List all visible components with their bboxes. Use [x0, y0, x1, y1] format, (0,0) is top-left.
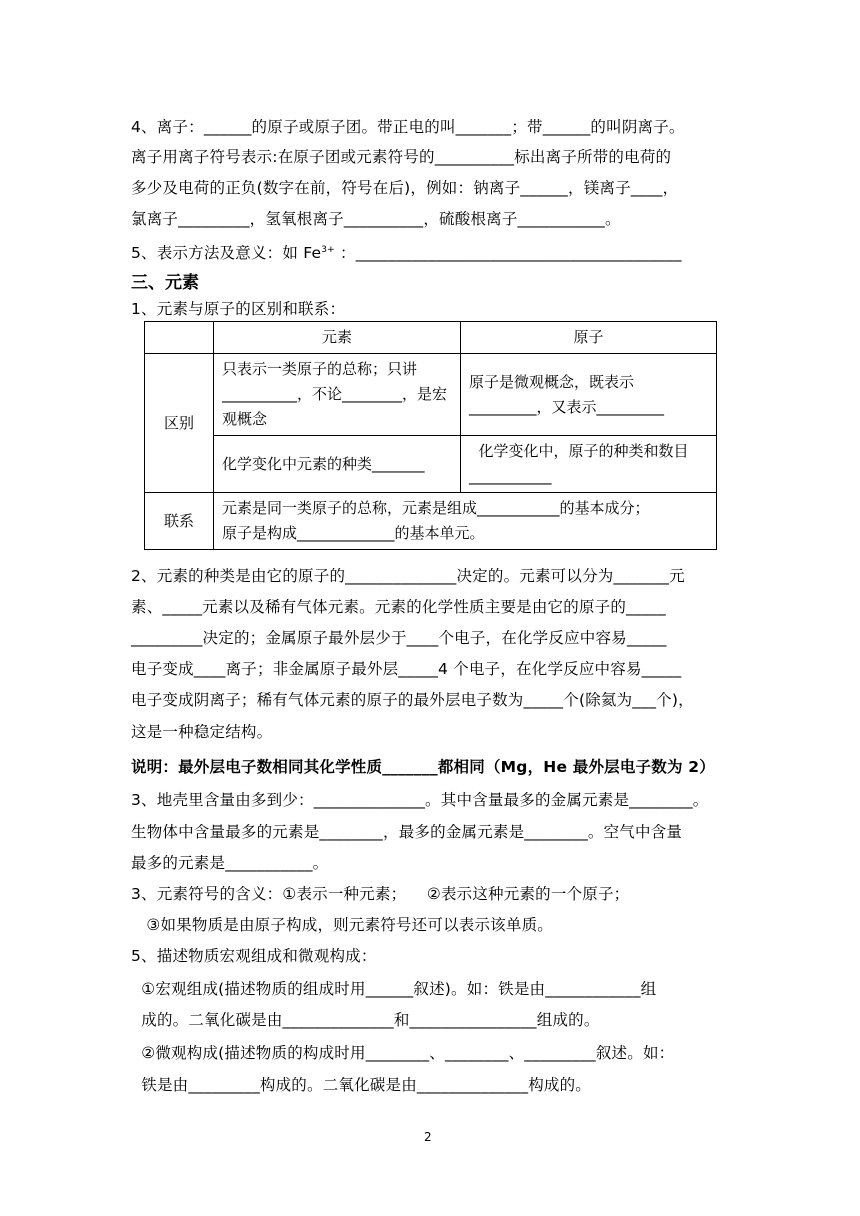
rep-prefix: 5、表示方法及意义：如 Fe: [131, 244, 322, 262]
row-label-difference: 区别: [145, 354, 214, 493]
para4-line-1: 3、元素符号的含义：①表示一种元素； ②表示这种元素的一个原子；: [131, 885, 630, 903]
comparison-table: [144, 321, 717, 550]
ion-line-4: 氯离子_________，氢氧根离子__________，硫酸根离子___________。: [131, 210, 621, 228]
cell-atom-difference-2: 化学变化中，原子的种类和数目___________: [461, 436, 717, 493]
cell-atom-difference-1: 原子是微观概念，既表示_________，又表示_________: [461, 354, 717, 436]
ion-line-3: 多少及电荷的正负(数字在前，符号在后)，例如：钠离子______，镁离子____，: [131, 179, 679, 197]
rep-suffix: ：_________________________________________: [334, 244, 682, 262]
para2-line-5: 电子变成阴离子；稀有气体元素的原子的最外层电子数为_____个(除氦为___个)，: [131, 691, 694, 709]
para5-line-3: 成的。二氧化碳是由______________和________________组成的。: [131, 1011, 600, 1029]
table-row-difference-2: [145, 436, 717, 493]
table-row-difference-1: [145, 354, 717, 436]
header-element: 元素: [214, 322, 461, 354]
header-atom: 原子: [461, 322, 717, 354]
ion-line-1: 4、离子：______的原子或原子团。带正电的叫_______；带______的叫阴离子。: [131, 118, 685, 136]
cell-element-difference-1: 只表示一类原子的总称；只讲__________，不论________，是宏观概念: [214, 354, 461, 436]
representation-line: [131, 240, 731, 263]
table-header-row: [145, 322, 717, 354]
para2-line-3: _________决定的；金属原子最外层少于____个电子，在化学反应中容易_____: [131, 629, 667, 647]
para2-line-4: 电子变成____离子；非金属原子最外层_____4 个电子，在化学反应中容易_____: [131, 660, 682, 678]
section-heading: 三、元素: [131, 273, 199, 293]
para3-line-1: 3、地壳里含量由多到少：______________。其中含量最多的金属元素是________。: [131, 791, 709, 809]
para5-line-4: ②微观构成(描述物质的构成时用________、________、_________叙述。如：: [131, 1044, 675, 1062]
note-line: 说明：最外层电子数相同其化学性质_______都相同（Mg，He 最外层电子数为 2）: [131, 758, 715, 776]
para4-line-2: ③如果物质是由原子构成，则元素符号还可以表示该单质。: [131, 916, 553, 934]
para2-line-6: 这是一种稳定结构。: [131, 723, 273, 741]
para2-line-2: 素、_____元素以及稀有气体元素。元素的化学性质主要是由它的原子的_____: [131, 598, 666, 616]
rep-superscript: 3+: [321, 245, 335, 255]
link-line-1: 元素是同一类原子的总称，元素是组成___________的基本成分；: [222, 499, 650, 517]
page-number: 2: [424, 1130, 432, 1144]
link-line-2: 原子是构成_____________的基本单元。: [222, 524, 485, 542]
para5-line-2: ①宏观组成(描述物质的组成时用______叙述)。如：铁是由____________组: [131, 980, 657, 998]
para5-line-1: 5、描述物质宏观组成和微观构成：: [131, 947, 377, 965]
table-row-link: [145, 493, 717, 550]
row-label-link: 联系: [145, 493, 214, 550]
ion-line-2: 离子用离子符号表示:在原子团或元素符号的__________标出离子所带的电荷的: [131, 148, 672, 166]
table-intro: 1、元素与原子的区别和联系：: [131, 300, 346, 318]
para5-line-5: 铁是由_________构成的。二氧化碳是由______________构成的。: [131, 1076, 592, 1094]
para3-line-2: 生物体中含量最多的元素是________，最多的金属元素是________。空气中含量: [131, 823, 683, 841]
cell-link: [214, 493, 717, 550]
cell-element-difference-2: 化学变化中元素的种类_______: [214, 436, 461, 493]
para3-line-3: 最多的元素是___________。: [131, 854, 329, 872]
para2-line-1: 2、元素的种类是由它的原子的______________决定的。元素可以分为_______元: [131, 567, 685, 585]
